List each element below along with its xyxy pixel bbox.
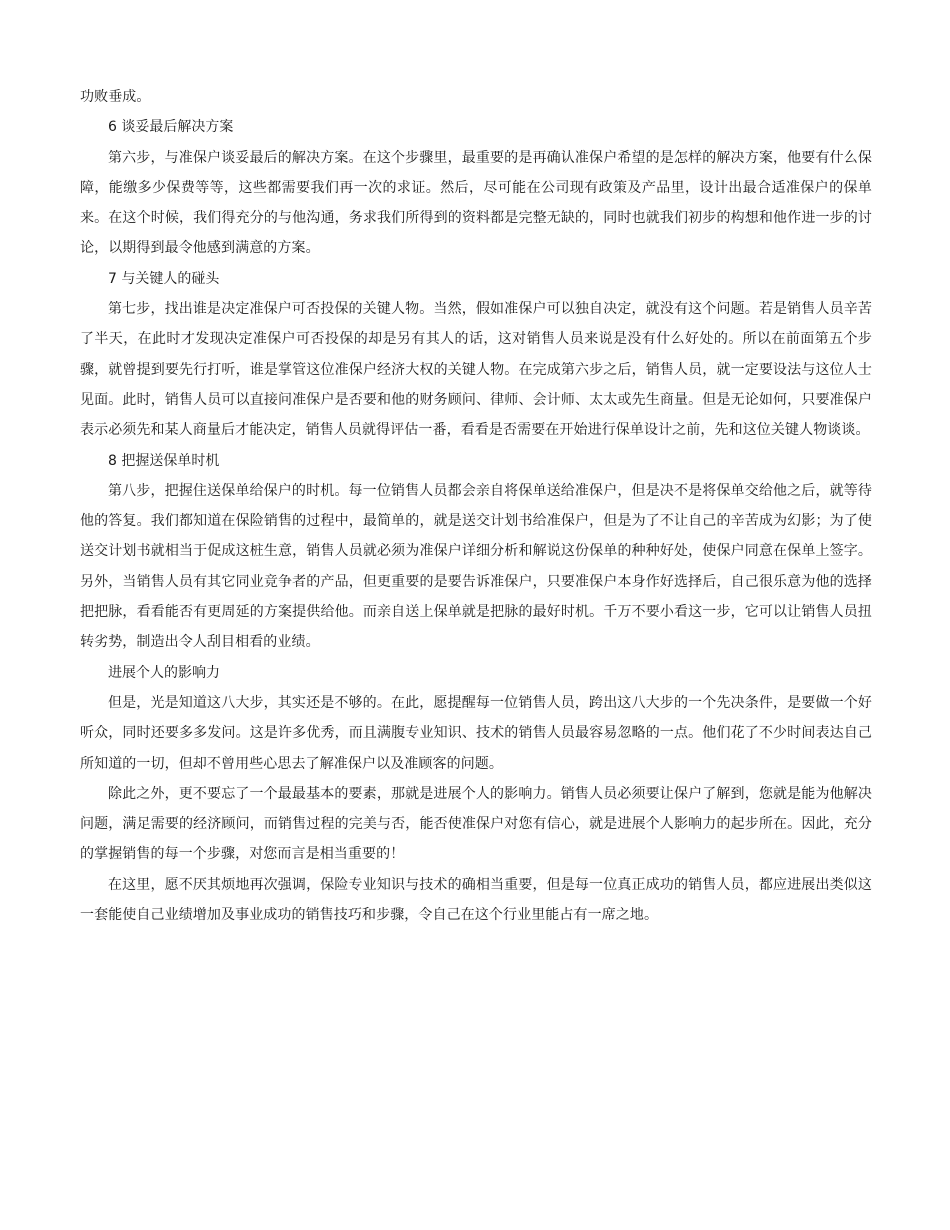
paragraph-conclusion: 在这里，愿不厌其烦地再次强调，保险专业知识与技术的确相当重要，但是每一位真正成功的销售人员，都应进展出类似这一套能使自己业绩增加及事业成功的销售技巧和步骤，令自己在这个行业里能占有一席之地。 bbox=[80, 876, 872, 924]
section-heading-8: 8 把握送保单时机 bbox=[108, 452, 220, 469]
paragraph-step-8: 第八步，把握住送保单给保户的时机。每一位销售人员都会亲自将保单送给准保户，但是决不是将保单交给他之后，就等待他的答复。我们都知道在保险销售的过程中，最简单的，就是送交计划书给准保户，但是为了不让自己的辛苦成为幻影；为了使送交计划书就相当于促成这桩生意，销售人员就必须为准保户详细分析和解说这份保单的种种好处，使保户同意在保单上签字。另外，当销售人员有其它同业竞争者的产品，但更重要的是要告诉准保户，只要准保户本身作好选择后，自己很乐意为他的选择把把脉，看看能否有更周延的方案提供给他。而亲自送上保单就是把脉的最好时机。千万不要小看这一步，它可以让销售人员扭转劣势，制造出令人刮目相看的业绩。 bbox=[80, 482, 872, 651]
paragraph-influence: 除此之外，更不要忘了一个最最基本的要素，那就是进展个人的影响力。销售人员必须要让保户了解到，您就是能为他解决问题，满足需要的经济顾问，而销售过程的完美与否，能否使准保户对您有信心，就是进展个人影响力的起步所在。因此，充分的掌握销售的每一个步骤，对您而言是相当重要的！ bbox=[80, 785, 872, 863]
section-heading-influence: 进展个人的影响力 bbox=[108, 664, 220, 681]
section-heading-6: 6 谈妥最后解决方案 bbox=[108, 119, 234, 136]
paragraph-listening: 但是，光是知道这八大步，其实还是不够的。在此，愿提醒每一位销售人员，跨出这八大步的一个先决条件，是要做一个好听众，同时还要多多发问。这是许多优秀，而且满腹专业知识、技术的销售人员最容易忽略的一点。他们花了不少时间表达自己所知道的一切，但却不曾用些心思去了解准保户以及准顾客的问题。 bbox=[80, 694, 872, 772]
paragraph-step-6: 第六步，与准保户谈妥最后的解决方案。在这个步骤里，最重要的是再确认准保户希望的是怎样的解决方案，他要有什么保障，能缴多少保费等等，这些都需要我们再一次的求证。然后，尽可能在公司现有政策及产品里，设计出最合适准保户的保单来。在这个时候，我们得充分的与他沟通，务求我们所得到的资料都是完整无缺的，同时也就我们初步的构想和他作进一步的讨论，以期得到最令他感到满意的方案。 bbox=[80, 149, 872, 257]
paragraph-continuation: 功败垂成。 bbox=[80, 89, 151, 105]
paragraph-step-7: 第七步，找出谁是决定准保户可否投保的关键人物。当然，假如准保户可以独自决定，就没有这个问题。若是销售人员辛苦了半天，在此时才发现决定准保户可否投保的却是另有其人的话，这对销售人员来说是没有什么好处的。所以在前面第五个步骤，就曾提到要先行打听，谁是掌管这位准保户经济大权的关键人物。在完成第六步之后，销售人员，就一定要设法与这位人士见面。此时，销售人员可以直接问准保户是否要和他的财务顾问、律师、会计师、太太或先生商量。但是无论如何，只要准保户表示必须先和某人商量后才能决定，销售人员就得评估一番，看看是否需要在开始进行保单设计之前，先和这位关键人物谈谈。 bbox=[80, 301, 872, 439]
section-heading-7: 7 与关键人的碰头 bbox=[108, 270, 220, 287]
document-page bbox=[80, 82, 872, 930]
